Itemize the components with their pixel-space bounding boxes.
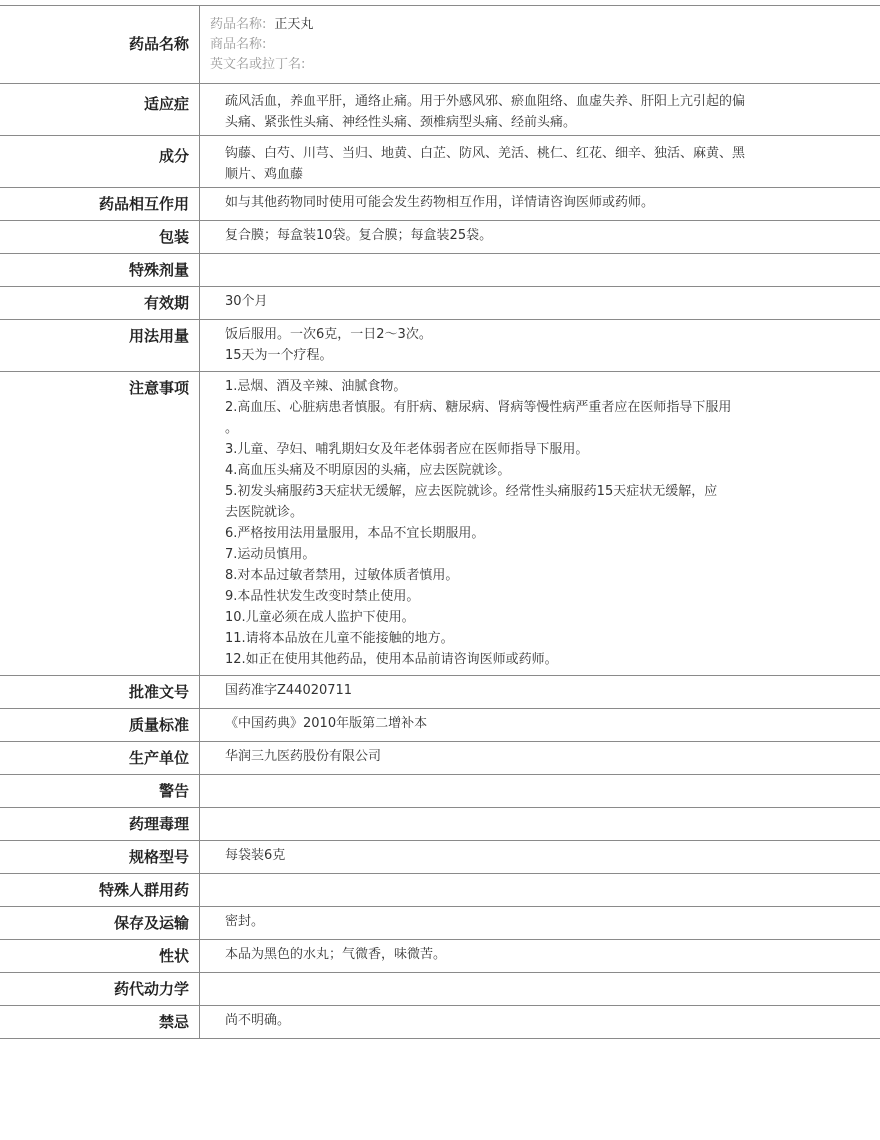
text-line: 《中国药典》2010年版第二增补本	[225, 716, 428, 731]
value-precautions	[200, 372, 880, 675]
text-line: 12.如正在使用其他药品，使用本品前请咨询医师或药师。	[225, 652, 558, 667]
value-appearance	[200, 940, 880, 972]
text-line: 2.高血压、心脏病患者慎服。有肝病、糖尿病、肾病等慢性病严重者应在医师指导下服用	[225, 400, 732, 415]
label-precautions: 注意事项	[0, 372, 200, 675]
label-special-dosage: 特殊剂量	[0, 254, 200, 286]
row-special-groups	[0, 874, 880, 907]
row-special-dosage	[0, 254, 880, 287]
text-line: 顺片、鸡血藤	[225, 167, 304, 182]
row-precautions	[0, 372, 880, 676]
value-packaging	[200, 221, 880, 253]
value-approval	[200, 676, 880, 708]
row-shelf-life	[0, 287, 880, 320]
label-drug-names: 药品名称	[0, 6, 200, 83]
text-line: 去医院就诊。	[225, 505, 304, 520]
label-indications: 适应症	[0, 84, 200, 135]
value-standard	[200, 709, 880, 741]
label-storage: 保存及运输	[0, 907, 200, 939]
value-special-dosage	[200, 254, 880, 286]
label-standard: 质量标准	[0, 709, 200, 741]
text-line: 9.本品性状发生改变时禁止使用。	[225, 589, 420, 604]
row-contraindications	[0, 1006, 880, 1039]
value-indications	[200, 84, 880, 135]
english-name-line	[210, 55, 880, 75]
trade-name-key: 商品名称:	[210, 37, 267, 52]
text-line: 11.请将本品放在儿童不能接触的地方。	[225, 631, 454, 646]
label-appearance: 性状	[0, 940, 200, 972]
text-line: 每袋装6克	[225, 848, 286, 863]
row-approval	[0, 676, 880, 709]
label-manufacturer: 生产单位	[0, 742, 200, 774]
value-drug-names	[200, 6, 880, 83]
label-ingredients: 成分	[0, 136, 200, 187]
text-line: 4.高血压头痛及不明原因的头痛，应去医院就诊。	[225, 463, 511, 478]
text-line: 如与其他药物同时使用可能会发生药物相互作用，详情请咨询医师或药师。	[225, 195, 655, 210]
generic-name-line	[210, 15, 880, 35]
row-interactions	[0, 188, 880, 221]
text-line: 尚不明确。	[225, 1013, 291, 1028]
row-usage	[0, 320, 880, 372]
value-specification	[200, 841, 880, 873]
label-shelf-life: 有效期	[0, 287, 200, 319]
label-pharmacokinetics: 药代动力学	[0, 973, 200, 1005]
value-warning	[200, 775, 880, 807]
value-interactions	[200, 188, 880, 220]
value-shelf-life	[200, 287, 880, 319]
value-pharmacokinetics	[200, 973, 880, 1005]
text-line: 6.严格按用法用量服用，本品不宜长期服用。	[225, 526, 485, 541]
value-manufacturer	[200, 742, 880, 774]
generic-name-key: 药品名称:	[210, 17, 267, 32]
text-line: 7.运动员慎用。	[225, 547, 316, 562]
row-toxicology	[0, 808, 880, 841]
value-special-groups	[200, 874, 880, 906]
text-line: 疏风活血，养血平肝，通络止痛。用于外感风邪、瘀血阻络、血虚失养、肝阳上亢引起的偏	[225, 94, 746, 109]
text-line: 本品为黑色的水丸；气微香，味微苦。	[225, 947, 447, 962]
text-line: 15天为一个疗程。	[225, 348, 333, 363]
row-manufacturer	[0, 742, 880, 775]
value-ingredients	[200, 136, 880, 187]
text-line: 5.初发头痛服药3天症状无缓解，应去医院就诊。经常性头痛服药15天症状无缓解，应	[225, 484, 718, 499]
value-storage	[200, 907, 880, 939]
row-appearance	[0, 940, 880, 973]
text-line: 头痛、紧张性头痛、神经性头痛、颈椎病型头痛、经前头痛。	[225, 115, 577, 130]
label-packaging: 包装	[0, 221, 200, 253]
label-toxicology: 药理毒理	[0, 808, 200, 840]
text-line: 华润三九医药股份有限公司	[225, 749, 382, 764]
row-indications	[0, 84, 880, 136]
text-line: 8.对本品过敏者禁用，过敏体质者慎用。	[225, 568, 459, 583]
value-contraindications	[200, 1006, 880, 1038]
value-toxicology	[200, 808, 880, 840]
label-interactions: 药品相互作用	[0, 188, 200, 220]
label-contraindications: 禁忌	[0, 1006, 200, 1038]
row-standard	[0, 709, 880, 742]
generic-name-value: 正天丸	[274, 17, 314, 32]
row-storage	[0, 907, 880, 940]
label-approval: 批准文号	[0, 676, 200, 708]
label-warning: 警告	[0, 775, 200, 807]
label-usage: 用法用量	[0, 320, 200, 371]
row-ingredients	[0, 136, 880, 188]
row-specification	[0, 841, 880, 874]
text-line: 复合膜；每盒装10袋。复合膜；每盒装25袋。	[225, 228, 493, 243]
text-line: 。	[225, 421, 239, 436]
text-line: 国药准字Z44020711	[225, 683, 353, 698]
trade-name-line	[210, 35, 880, 55]
text-line: 30个月	[225, 294, 268, 309]
text-line: 钩藤、白芍、川芎、当归、地黄、白芷、防风、羌活、桃仁、红花、细辛、独活、麻黄、黑	[225, 146, 746, 161]
text-line: 10.儿童必须在成人监护下使用。	[225, 610, 415, 625]
row-pharmacokinetics	[0, 973, 880, 1006]
row-warning	[0, 775, 880, 808]
row-drug-names	[0, 6, 880, 84]
drug-info-table	[0, 5, 880, 1039]
row-packaging	[0, 221, 880, 254]
text-line: 3.儿童、孕妇、哺乳期妇女及年老体弱者应在医师指导下服用。	[225, 442, 589, 457]
text-line: 密封。	[225, 914, 265, 929]
value-usage	[200, 320, 880, 371]
label-special-groups: 特殊人群用药	[0, 874, 200, 906]
text-line: 饭后服用。一次6克，一日2～3次。	[225, 327, 432, 342]
text-line: 1.忌烟、酒及辛辣、油腻食物。	[225, 379, 407, 394]
english-name-key: 英文名或拉丁名:	[210, 57, 306, 72]
label-specification: 规格型号	[0, 841, 200, 873]
